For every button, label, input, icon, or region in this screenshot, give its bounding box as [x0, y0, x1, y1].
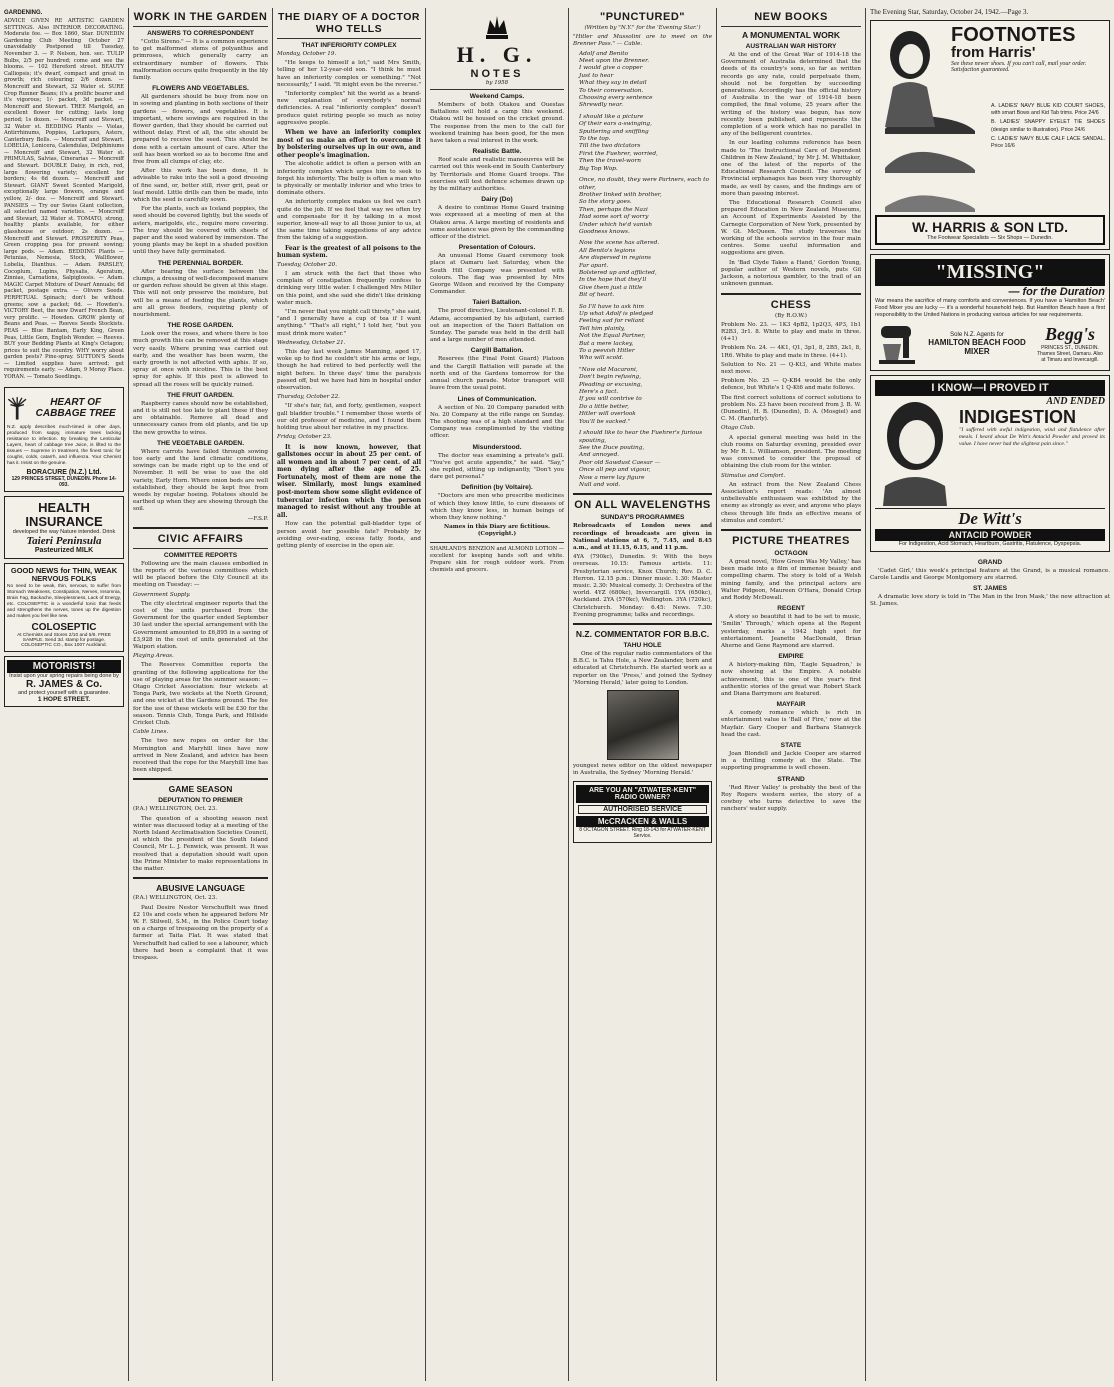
subhead-committee-reports: COMMITTEE REPORTS — [163, 551, 238, 559]
chess-problem: Solution to No. 21 — Q-Kt3, and White mates next move. — [721, 361, 861, 375]
article-paragraph: How can the potential gall-bladder type of person avoid her possible fate? Probably by avoiding over-eating, excess fatty foods, and getting plenty of exercise in the open air. — [277, 521, 421, 550]
hg-logo-text: H. G. — [456, 42, 538, 67]
subhead-taieri: Taieri Battalion. — [472, 299, 522, 307]
poem-stanza: So I'll have to ask him Up what Adolf is pledged Feeling sad for reliant Tell him plainly, Not the Equal Partner, But a mere lackey, To a peevish Hitler Who will scold. — [579, 303, 654, 362]
photo-caption: youngest news editor on the oldest newspaper in Australia, the Sydney 'Morning Herald.' — [573, 763, 712, 777]
column-hg-notes — [426, 8, 568, 1381]
article-paragraph: A special general meeting was held in the club rooms on Saturday evening, presided over by Mr R. L. Williamson, president. The meeting was convened to consider the proposal of obtaining the club room for the winter. — [721, 434, 861, 470]
subhead-stimulus: Stimulus and Comfort. — [721, 472, 786, 479]
subhead-realistic-battle: Realistic Battle. — [472, 148, 522, 156]
dewitt-product: ANTACID POWDER — [875, 529, 1105, 541]
motorists-address: 1 HOPE STREET. — [37, 695, 91, 703]
article-paragraph: A desire to continue Home Guard training was expressed at a meeting of men at the Otakou area. A large meeting of residents and some assistance was given by the commanding officer of the district. — [430, 205, 564, 241]
cabbage-text: N.Z. apply describes much-timed in other days, produced from sappy, immature trees lacking resistance to infection. By breaking the Lenticular Layers, heart of cabbage tree Juice, is lifted to the tissues — Supreme in treatment, the finest tonic for coughs, colds, catarrh, and influenza. Your Chemist has it. Insist on the genuine. — [7, 424, 121, 466]
headline-chess: CHESS — [770, 298, 812, 311]
article-paragraph: This day last week James Manning, aged 17, woke up to find he couldn't stir his arms or legs, though he had retired to bed perfectly well the night before. In three days' time the paralysis passed off, but we have had him in hospital under observation. — [277, 349, 421, 392]
article-paragraph: After this work has been done, it is advisable to rake into the soil a good dressing of fine sand, or, better still, river grit, peat or leaf mould. Little drills can then be made, into which the seed is carefully sown. — [133, 168, 268, 204]
chess-problem: Problem No. 23. — 1K3 4pB2, 1p2Q3, 4P3, 1b1 R2B3, 3r1. 8. White to play and mate in three. (4+1) — [721, 321, 861, 343]
good-news-title: GOOD NEWS for THIN, WEAK NERVOUS FOLKS — [10, 565, 118, 584]
health-brand: Taieri Peninsula — [26, 534, 102, 547]
shoe-c-icon — [880, 181, 980, 215]
article-paragraph: Look over the roses, and where there is too much growth this can be removed at this stage very easily. Where pruning was carried out early, and the weather has been warm, the early growth is not affected with aphis. If so, spray at once with nicotine. This is the best spray for aphis. If this pest is allowed to spread all the roses will be quickly ruined. — [133, 331, 268, 388]
subhead-war-history: AUSTRALIAN WAR HISTORY — [745, 43, 837, 50]
subhead-tahu-hole: TAHU HOLE — [623, 642, 662, 649]
theatre-strand: STRAND — [777, 775, 805, 783]
motorists-title: MOTORISTS! — [7, 660, 121, 673]
subhead-fruit-garden: THE FRUIT GARDEN. — [167, 391, 234, 399]
subhead-dairy: Dairy (Do) — [481, 196, 513, 204]
article-paragraph: A dramatic love story is told in 'The Man in the Iron Mask,' the new attraction at St. James. — [870, 594, 1110, 608]
chess-byline: (By R.O.W.) — [775, 312, 807, 319]
article-paragraph: The Reserves Committee reports the granting of the following applications for the use of playing areas for the summer season: — Otago Cricket Association: four wickets at Tonga Park, two wickets at the North Ground, and one wicket at the Gardens ground. The fee for the use of these wickets will be £30 for the season. Tennis Club, Tonga Park, and Hillside Cricket Club. — [133, 662, 268, 727]
subhead-perennial-border: THE PERENNIAL BORDER. — [157, 259, 244, 267]
harris-sub: The Footwear Specialists — Six Shops — Dunedin. — [927, 235, 1053, 241]
article-paragraph: In 'Bad Clyde Takes a Hand,' Gordon Young, popular author of Western novels, puts Gil Jackson, a notorious gambler, to the trail of an unknown gunman. — [721, 259, 861, 288]
chess-problem: The first correct solutions of correct solutions to problem No. 23 have been received from J. B. W. (Dunedin), H. B. (Dunedin), D. A. (Mosgiel) and C. M. (Ranfurly). — [721, 394, 861, 423]
motorists-sub: Insist upon your spring repairs being done by — [9, 672, 119, 679]
woman-illustration — [875, 27, 945, 127]
motorists-brand: R. JAMES & Co. — [25, 678, 103, 690]
subhead-inline: Cable Lines. — [133, 729, 169, 736]
section-label-gardening: GARDENING. — [4, 10, 43, 16]
beggs-address: PRINCES ST., DUNEDIN. Thames Street, Oamaru. Also at Timaru and Invercargill. — [1037, 345, 1103, 364]
theatre-mayfair: MAYFAIR — [776, 701, 806, 709]
article-paragraph: 'Red River Valley' is probably the best of the Roy Rogers western series, the story of a cowboy who turns detective to save the ranchers' water supply. — [721, 784, 861, 813]
highlighted-paragraph: It is now known, however, that gallstones occur in about 25 per cent. of all women and in about 7 per cent. of all men dying after the age of 25. Fortunately, most of them are none the wiser. Similarly, most lungs examined post-mortem show some slight evidence of tubercular infection which the person managed to resist without any trouble at all. — [277, 443, 421, 519]
ended-label: AND ENDED — [1046, 395, 1105, 407]
article-paragraph: "Cotto Sireno." — It is a common experience to get malformed stems of polyanthus and primroses, which generally carry an extraordinary number of flowers. This malformation occurs quite frequently in the lily family. — [133, 39, 268, 82]
article-paragraph: Members of both Otakou and Ouestas Battalions will hold a camp this weekend. Otakou will be housed on the cricket ground. The response from the men to the call for weekend training has been good, for the men have taken a real interest in the work. — [430, 102, 564, 145]
poem-byline: (Written by "N.Y." for the 'Evening Star.') — [584, 25, 701, 31]
subhead-deputation: DEPUTATION TO PREMIER — [158, 797, 243, 805]
article-paragraph: Joan Blondell and Jackie Cooper are starred in a thrilling comedy at the State. The supporting programme is well chosen. — [721, 751, 861, 772]
subhead-inline: Government Supply. — [133, 591, 191, 598]
coloseptic-brand: COLOSEPTIC — [31, 621, 97, 633]
ad-dewitt-antacid[interactable] — [870, 375, 1110, 552]
article-paragraph: The city electrical engineer reports that the cost of the units purchased from the Government for the quarter ended September 30 last under the special arrangement with the Government amounted to £6,895 in a saving of £3,928 in the cost of units generated at the Waipori station. — [133, 600, 268, 651]
article-paragraph: Following are the main clauses embodied in the reports of the various committees which will be placed before the City Council at its meeting on Tuesday: — — [133, 560, 268, 589]
missing-sub: — for the Duration — [1008, 286, 1105, 298]
chess-problem: Problem No. 25 — Q-KB4 would be the only defence, but White's 1 Q-Kt6 and mate follows. — [721, 378, 861, 392]
article-paragraph: Paul Desire Nestor Verschuffelt was fined £2 10s and costs when he appeared before Mr W. F. Stilwell, S.M., in the Police Court today on a charge of trespassing on the property of a farmer at Taita Flat. It was stated that Verschuffelt had called to see a labourer, which there had been a complaint that it was trespass. — [133, 904, 268, 961]
subhead-vegetable-garden: THE VEGETABLE GARDEN. — [156, 439, 245, 447]
headline-game-season: GAME SEASON — [168, 784, 233, 795]
subhead-inline: Playing Areas. — [133, 653, 174, 660]
highlighted-paragraph: Fear is the greatest of all poisons to the human system. — [277, 244, 421, 260]
ad-harris-footnotes[interactable] — [870, 20, 1110, 250]
headline-wavelengths: ON ALL WAVELENGTHS — [574, 499, 711, 512]
ad-sharland[interactable]: SHARLAND'S BENZION and ALMOND LOTION — excellent for keeping hands soft and white. Prepare skin for rough outdoor work. From chemists and grocers. — [430, 545, 564, 574]
article-paragraph: "Inferiority complex" hit the world as a brand-new explanation of everybody's normal deficiencies. A real "inferiority complex" doesn't produce quiet retiring people so much as noisy aggressive people. — [277, 91, 421, 126]
shoe-b-description: B. LADIES' SNAPPY EYELET TIE SHOES (design similar to illustration). Price 24/6 — [991, 119, 1105, 133]
diary-date: Wednesday, October 21. — [277, 339, 346, 346]
article-paragraph: Raspberry canes should now be established, and it is still not too late to plant these if they are obtainable. Remove all dead and unnecessary canes from old plants, and tie up the new growths to wires. — [133, 400, 268, 436]
article-paragraph: "If she's fair, fat, and forty, gentlemen, suspect gall bladder trouble." I remember those words of our old professor of medicine, and I found them holding true about her relative in my practice. — [277, 403, 421, 432]
dateline: (P.A.) WELLINGTON, Oct. 23. — [133, 806, 218, 813]
motorists-text: and protect yourself with a guarantee. — [17, 689, 111, 696]
article-paragraph: After hearing the surface between the clumps, a dressing of well-decomposed manure or garden refuse should be given at this stage. This will not only preserve the moisture, but will be a means of feeding the plants, which are all gross feeders, requiring plenty of nourishment. — [133, 268, 268, 318]
food-mixer-icon — [875, 322, 919, 366]
radio-ad-foot: 8 OCTAGON STREET. Ring 18-143 for ATWATER-KENT Service. — [579, 827, 706, 840]
article-paragraph: Reserves (the Final Point Guard) Platoon and the Cargill Battalion will parade at the north end of the Gardens tomorrow for the annual church parade. Motor transport will leave from the usual point. — [430, 356, 564, 392]
cabbage-address: 129 PRINCES STREET, DUNEDIN. Phone 14-093. — [11, 475, 117, 488]
column-books — [717, 8, 865, 1381]
subhead-weekend-camps: Weekend Camps. — [469, 93, 525, 100]
article-paragraph: "Doctors are men who prescribe medicines of which they know little, to cure diseases of which they know less, in human beings of whom they know nothing." — [430, 493, 564, 521]
shoe-c-description: C. LADIES' NAVY BLUE CALF LACE SANDAL. Price 16/6 — [991, 135, 1105, 150]
ad-heart-of-cabbage-tree[interactable] — [4, 387, 124, 492]
article-paragraph: Roof scale and realistic manoeuvres will be carried out this week-end in South Canterbury by Territorials and Home Guard troops. The exercises will test defence schemes drawn up by the military authorities. — [430, 157, 564, 193]
subhead-sunday-programmes: SUNDAY'S PROGRAMMES — [600, 514, 685, 522]
article-paragraph: The Educational Research Council also prepared Education in New Zealand Museums, an Account of Experiments Assisted by the Carnegie Corporation of New York, presented by W. Gt. McQueen. The study traverses the working of the schools service in the four main centres. Some useful information and suggestions are given. — [721, 200, 861, 257]
ad-hamilton-beach[interactable] — [870, 254, 1110, 371]
proved-text: "I suffered with awful indigestion, wind and flatulence after meals. I heard about De Witt's Antacid Powder and proved its value. I have never had the slightest pain since." — [959, 426, 1105, 448]
subhead-misunderstood: Misunderstood. — [472, 443, 522, 451]
headline-punctured: "PUNCTURED" — [600, 11, 685, 23]
diary-date: Tuesday, October 20. — [277, 261, 337, 268]
article-paragraph: For the plants, such as Iceland poppies, the seed should be covered lightly, but the seeds of asters, marigolds, etc., require more covering. The tray should be covered with sheets of paper and the seed watered by immersion. The young plants may be kept in a shaded position until they have fully germinated. — [133, 206, 268, 256]
hg-byline: by 1958 — [485, 80, 509, 86]
article-paragraph: "I'm never that you might call thirsty," she said, "and I generally have a cup of tea if I want anything." "That's all right," I told her, "but you must drink more water." — [277, 309, 421, 337]
theatre-state: STATE — [780, 742, 802, 750]
headline-picture-theatres: PICTURE THEATRES — [732, 534, 850, 547]
article-paragraph: 'Cadet Girl,' this week's principal feature at the Grand, is a musical romance. Carole Landis and George Montgomery are starred. — [870, 567, 1110, 581]
article-paragraph: I am struck with the fact that those who complain of constipation frequently confess to drinking very little water. I challenged Mrs Miller on this point, and she said she didn't like drinking water much. — [277, 271, 421, 306]
indigestion-title: INDIGESTION — [959, 406, 1077, 427]
theatre-empire: EMPIRE — [778, 653, 804, 661]
poem-stanzas — [573, 51, 712, 490]
subhead-otago-club: Otago Club. — [721, 425, 755, 432]
shoe-a-description: A. LADIES' NAVY BLUE KID COURT SHOES, with smart Bows and Kid Tab trims. Price 24/6 — [991, 103, 1105, 117]
article-paragraph: The doctor was examining a private's gall. "You've got acute appendix," he said. "Say," she replied, sitting up indignantly, "Don't you dare get personal." — [430, 452, 564, 481]
article-paragraph: All gardeners should be busy from now on in sowing and planting in both sections of their gardens — flowers, and vegetables. It is important, where sowings are required in the flower garden, that they should be carried out without delay. First of all, the site should be prepared to receive the seed. This should be done with a certain amount of care. After the soil has been worked so as to become fine and free from all clumps of clay, etc. — [133, 94, 268, 166]
column-advertisements — [866, 8, 1114, 1381]
headline-nz-commentator: N.Z. COMMENTATOR FOR B.B.C. — [575, 629, 710, 639]
poem-stanza: Once, no doubt, they were Partners, each to other, Brother linked with brother, So the story goes. Then, perhaps the Nazi Had some sort of worry Under which he'd vanish Goodness knows. — [579, 177, 709, 235]
footnotes-title: FOOTNOTES — [951, 24, 1076, 46]
article-paragraph: One of the regular radio commentators of the B.B.C. is Tahu Hole, a New Zealander, born and educated at Christchurch. He started work as a reporter on the 'Press,' and joined the Sydney 'Morning Herald,' later going to London. — [573, 651, 712, 686]
theatre-octagon: OCTAGON — [774, 549, 808, 557]
article-paragraph: Where carrots have failed through sowing too early and the land climatic conditions, sowings can be made right up to the end of November. It will be wise to use the old variety, Early Horn. Where onion beds are well established, they should be kept free from weeds by regular hoeing. Potatoes should be earthed up when they are showing through the soil. — [133, 448, 268, 513]
poem-stanza: I should like to hear the Fuehrer's furious spouting, See the Duce pouting, And annoyed. Poor old Sawdust Caesar — Once all pep and vigour, Now a mere lay figure Null and void. — [579, 430, 703, 488]
headline-civic-affairs: CIVIC AFFAIRS — [157, 532, 244, 545]
radio-listings: 4YA (790kc), Dunedin. 9: With the boys overseas. 10.15: Famous artists. 11: Presbyterian service, Knox Church; Rev. D. C. Herron. 12.15 p.m.: Dinner music. 1.30: Master music. 2.30: Musical comedy. 3: Orchestra of the world. 4YZ (680kc), Invercargill. 1YA (650kc), Auckland. 2YA (570kc), Wellington. 3YA (720kc), Christchurch. Monday: 6.45: News. 7.30: Evening programme; talks and recordings. — [573, 554, 712, 618]
dewitt-brand: De Witt's — [958, 508, 1022, 528]
highlighted-paragraph: When we have an inferiority complex most of us make an effort to overcome it by bolstering ourselves up in our own, and other people's imagination. — [277, 129, 421, 159]
article-paragraph: A comedy romance which is rich in entertainment value is 'Ball of Fire,' now at the Mayfair. Gary Cooper and Barbara Stanwyck head the cast. — [721, 710, 861, 738]
cabbage-tree-icon — [7, 391, 27, 425]
agents-label: Sole N.Z. Agents for — [950, 331, 1004, 338]
ad-motorists[interactable] — [4, 656, 124, 707]
subhead-cargill: Cargill Battalion. — [470, 347, 524, 355]
column-punctured — [569, 8, 716, 1381]
radio-ad-title: ARE YOU AN "ATWATER-KENT" RADIO OWNER? — [576, 785, 709, 803]
health-foot: Pasteurized MILK — [34, 546, 94, 554]
article-paragraph: In our leading columns reference has been made to 'The Instructional Care of Dependent Children in New Zealand,' by Mr J. M. Whittaker, one of the latest of the reports of the Educational Research Council. The survey of Provincial orphanages has been very thoroughly made, as well by cases, and the findings are of more than passing interest. — [721, 140, 861, 197]
health-title: HEALTH INSURANCE — [25, 499, 103, 529]
footnotes-intro: See these newer shoes. If you can't call, mail your order. Satisfaction guaranteed. — [951, 61, 1087, 73]
poem-stanza: Now the scene has altered. All Benito's legions Are dispersed in regions Far apart. Bolstered up and afflicted, In the hope that they'll Give them just a little Bit of heart. — [579, 240, 660, 299]
hg-notes-logo — [430, 12, 564, 86]
headline-work-in-garden: WORK IN THE GARDEN — [133, 11, 268, 23]
missing-text: War means the sacrifice of many comforts and conveniences. If you have a 'Hamilton Beach' Food Mixer you are lucky — it's a wonderful household help. But Hamilton Beach have a first responsibility to the United Nations in producing various articles for war requirements. — [875, 298, 1105, 319]
article-paragraph: A section of No. 20 Company paraded with No. 20 Company at the rifle range on Sunday. The shooting was of a high standard and the Company was complimented by the visiting officer. — [430, 404, 564, 440]
article-paragraph: An extract from the New Zealand Chess Association's report reads: 'An almost unbelievable enthusiasm was exhibited by the enemy as strongly as ever, and anyone who plays chess through life finds an effective means of stimulus and comfort.' — [721, 481, 861, 524]
woman-portrait-illustration — [875, 396, 955, 506]
cabbage-title: HEART OF CABBAGE TREE — [35, 396, 116, 419]
subhead-colours: Presentation of Colours. — [458, 244, 536, 252]
column-doctor-diary — [273, 8, 425, 1381]
health-sub: developed the way Nature intended. Drink — [12, 528, 116, 535]
article-paragraph: An unusual Home Guard ceremony took place at Oamaru last Saturday, when the South Hill Company was presented with colours. The flag was presented by Mrs George Wilson and received by the Company Commander. — [430, 253, 564, 296]
ad-atwater-kent[interactable] — [573, 781, 712, 843]
diary-footnote: Names in this Diary are fictitious. (Copyright.) — [444, 524, 550, 538]
poem-stanza: "Now old Macaroni, Don't begin refusing, Pleading or excusing, Here's a fact. If you will contrive to Do a little better, Hitler will overlook You'll be sacked." — [579, 366, 643, 425]
article-paragraph: At the end of the Great War of 1914-18 the Government of Australia determined that the deeds of its country's sons, so far as written records go any rate, could perpetuate them, should not be forgotten by succeeding generations. Accordingly has the official history of Australia in the war of 1914-18 been compiled, the final volume, 25 years after the writing of the history was begun, has now recently been published, and represents the completion of a work which has no parallel in any of the belligerent countries. — [721, 52, 861, 138]
diary-date: Monday, October 19. — [277, 51, 337, 57]
page-masthead: The Evening Star, Saturday, October 24, 1942.—Page 3. — [870, 8, 1029, 16]
theatre-st-james: ST. JAMES — [972, 585, 1008, 593]
good-news-text: No need to be weak, thin, nervous, to suffer from Stomach Weakness, Constipation, Nerves, Insomnia, Brain Fag, Backache, Sleeplessness, Lack of Energy, etc. COLOSEPTIC is a wonderful tonic that feeds and strengthens the nerves, tones up the digestion and makes you feel like new. — [7, 583, 121, 619]
beggs-brand: Begg's — [1044, 324, 1095, 345]
article-paragraph: The two new ropes on order for the Mornington and Maryhill lines have now arrived in New Zealand, and advice has been received that the rope for the Maryhill line has been shipped. — [133, 738, 268, 774]
subhead-inferiority: THAT INFERIORITY COMPLEX — [301, 42, 397, 49]
ad-coloseptic[interactable] — [4, 563, 124, 652]
coloseptic-foot: At Chemists and Stores 2/10 and 5/6. FREE SAMPLE. Send 3d. stamp for postage. COLOSEPTIC CO., Box 1007 Auckland. — [17, 632, 111, 648]
hg-notes-label: NOTES — [470, 68, 524, 80]
column-work-in-garden — [129, 8, 272, 1381]
article-paragraph: A history-making film, 'Eagle Squadron,' is now showing at the Empire. A notable achievement, this is one of the year's first authentic stories of the great war. Robert Stack and Diana Barrymore are featured. — [721, 662, 861, 698]
poem-stanza: Adolf and Benito Meet upon the Brenner. I would give a copper Just to hear What they say in detail To their conversation. Choosing every sentence Shrewdly near. — [579, 50, 653, 109]
dateline: (P.A.) WELLINGTON, Oct. 23. — [133, 895, 218, 902]
ad-health-insurance[interactable] — [4, 496, 124, 559]
theatre-regent: REGENT — [777, 605, 805, 613]
headline-doctor-diary: THE DIARY OF A DOCTOR WHO TELLS — [278, 11, 420, 35]
radio-intro: Rebroadcasts of London news and recordings of broadcasts are given in National stations at 6, 7, 7.45, and 8.45 a.m., and at 11.15, 6.15, and 11 p.m. — [573, 523, 712, 551]
subhead-lines-communication: Lines of Communication. — [457, 395, 537, 403]
poem-intro: "Hitler and Mussolini are to meet on the Brenner Pass." — Cable. — [573, 34, 712, 48]
article-paragraph: The proof directive, Lieutenant-colonel F. B. Adams, accompanied by his adjutant, carried out an inspection of the Taieri Battalion on Sunday. The parade was held in the drill hall and a large number of men attended. — [430, 308, 564, 344]
shoe-b-icon — [880, 142, 980, 176]
classified-gardening: ADVICE GIVEN RE ARTISTIC GARDEN SETTINGS. Also INTERIOR DECORATING. Moderate fee. — Box 1860, Star. DUNEDIN Gardening Club Meeting October 27 unavoidably Postponed till Tuesday, November 3. — P. Nelson, hon. sec. TULIP Bulbs, 2/5 per hundred; come and see the blooms. — 102 Hereford street. BEAUTY Calliopsis; it's dwarf, compact and great in growth; rich colouring; 2/6 dozen. — Moncreiff and Stewart, 32 Water st. SURE Crop Runner Beans; it's a prolific bearer and it's vigorous; 1/- packet, 3d packet. — Moncreiff and Stewart. TREE Marigold, an excellent flower for cutting; lasts long period; 1s dozen. — Moncreiff and Stewart, 32 Water st. BEDDING Plants — Violas, Antirrhinums, Poppies, Larkspurs, Asters, Canterbury Bells. — Moncreiff and Stewart. LOBELIA, Lonicera, Calendulas, Delphiniums — Moncreiff and Stewart, 32 Water st. PRIMULAS, Salvias, Cinerarias — Moncreiff and Stewart. DOUBLE Daisy, in rich, red, large flowering variety; excellent for borders; 4s 6d dozen. — Moncreiff and Stewart. GIANT Sweet Scented Marigold, exceptionally large flowers, orange and yellow, 2/- doz. — Moncreiff and Stewart. PANSIES — Try our Swiss Giant collection, all selected named varieties. — Moncreiff and Stewart, 32 Water st. TOMATO, strong, healthy plants available, for either glasshouse or outdoor; 2s dozen. — Moncreiff and Stewart. PROSPERITY Peas, Green cropping pea for present sowing; large pods. — Adam. BEDDING Plants — Petunias, Nemesia, Stock, Wallflower, Lobelia, Dianthus. — Adam. PARSLEY, Cocoplum, Lupins, Physalis, Ageratum, Zinnias, Carnations, Salpiglossis. — Adam. MAGIC Carpet Mixture of Dwarf Annuals; 6d packet, postage extra. — Olivers Seeds. PERPETUAL Spinach; don't be without greens; sow a packet; 6d. — Howden's. VICTORY Beet, the new Dwarf French Bean, very prolific. — Howden. GROW plenty of Beans and Peas. — Reeves Seeds Stockists. PEAS — Blue Bantam, Early King, Green Peas, Little Gem, English Wonder. — Reeves. BUY your Bedding Plants at King's Octagon; prices to suit the country. WHY worry about garden pests? Pine-spray. SUTTON'S Seeds — Limited supplies have arrived; get requirements early. — Adam, 9 Moray Place. YORAN. — Tomato Seedlings. — [4, 18, 124, 381]
proved-title: I KNOW—I PROVED IT — [875, 380, 1105, 396]
article-paragraph: A great novel, 'How Green Was My Valley,' has been made into a film of immense beauty and compelling charm. The story is told of a Welsh mining family, and the principal actors are Walter Pidgeon, Maureen O'Hara, Donald Crisp and Roddy McDowall. — [721, 558, 862, 601]
diary-date: Thursday, October 22. — [277, 394, 340, 401]
cabbage-brand: BORACURE (N.Z.) Ltd. — [26, 468, 102, 476]
theatre-grand: GRAND — [977, 558, 1003, 566]
column-gardening — [0, 8, 128, 1381]
diary-date: Friday, October 23. — [277, 434, 332, 441]
subhead-monumental-work: A MONUMENTAL WORK — [741, 30, 841, 40]
author-initials: —F.S.P. — [247, 515, 268, 522]
subhead-flowers-vegetables: FLOWERS AND VEGETABLES. — [152, 85, 249, 93]
radio-ad-sub: AUTHORISED SERVICE — [578, 805, 707, 814]
subhead-answers: ANSWERS TO CORRESPONDENT — [147, 30, 254, 37]
chess-problem: Problem No. 24. — 4K1, Q1, 3p1, 8, 2B5, 2k1, 8, 1R6. White to play and mate in three. (4+1). — [721, 345, 861, 359]
article-paragraph: An inferiority complex makes us feel we can't quite do the job. If we feel that way we often try and compensate for it by talking in a most superior, know-all way to all those junior to us, at the same time taking suggestions of any advice from the taking of a suggestion. — [277, 199, 421, 242]
harris-brand: W. HARRIS & SON LTD. — [911, 219, 1069, 235]
radio-ad-brand: McCRACKEN & WALLS — [576, 816, 709, 827]
portrait-photo-tahu-hole — [607, 690, 679, 760]
missing-title: "MISSING" — [875, 259, 1105, 286]
poem-stanza: I should like a picture Of their ears a-swinging, Sputtering and sniffling To the top. Till the two dictators First the Fuehrer, worried, Then the travel-worn Big Top Wop. — [579, 113, 658, 172]
article-paragraph: "He keeps to himself a lot," said Mrs Smith, telling of her 12-year-old son. "I think he must have an inferiority complex or something." "Not necessarily," I said. "It might even be the reverse." — [277, 60, 421, 88]
subhead-rose-garden: THE ROSE GARDEN. — [167, 322, 234, 330]
article-paragraph: The question of a shooting season next winter was discussed today at a meeting of the North Island Acclimatisation Societies Council, at which the president of the South Island Council, Mr L. J. Fenwick, was present. It was resolved that a deputation should wait upon the Prime Minister to make representations in the matter. — [133, 815, 268, 873]
agents-product: HAMILTON BEACH FOOD MIXER — [928, 337, 1026, 356]
dewitt-foot: For Indigestion, Acid Stomach, Heartburn, Gastritis, Flatulence, Dyspepsia. — [898, 540, 1082, 547]
article-paragraph: A story so beautiful it had to be set to music, 'Smilin' Through,' which opens at the Regent yesterday, marks a 1942 high spot for entertainment. Jeanette MacDonald, Brian Aherne and Gene Raymond are starred. — [721, 614, 861, 650]
headline-abusive-language: ABUSIVE LANGUAGE — [156, 883, 245, 894]
subhead-definition: Definition (by Voltaire). — [461, 484, 533, 492]
footnotes-sub: from Harris' — [951, 44, 1036, 61]
headline-new-books: NEW BOOKS — [754, 11, 828, 23]
article-paragraph: The alcoholic addict is often a person with an inferiority complex which urges him to seek to forget his inferiority. The bully is often a man who is physically or mentally inferior and who tries to dominate others. — [277, 161, 421, 197]
